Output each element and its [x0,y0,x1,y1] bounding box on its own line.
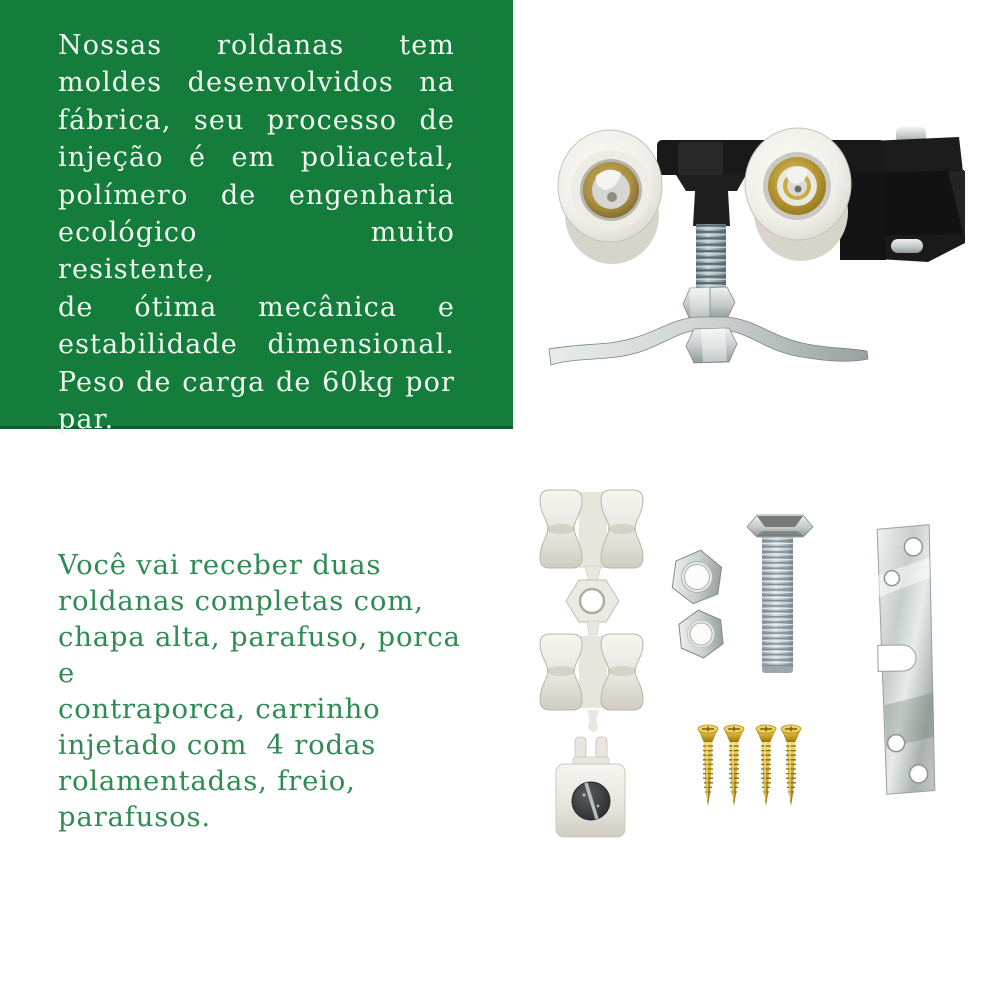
adjuster-nut-bottom [686,328,737,363]
intro-line: Nossas roldanas tem [58,30,455,61]
intro-line: polímero de engenharia [58,179,455,211]
roller-carriage [540,490,643,732]
screw [756,725,776,806]
screw [724,725,744,806]
kit-paragraph [58,547,482,835]
right-wheel [745,128,851,261]
intro-line: Peso de carga de 60kg por [58,366,455,398]
carriage-hole [580,589,604,613]
intro-line: fábrica, seu processo de [58,104,455,136]
hex-nut-large [670,547,723,607]
bolt [747,515,813,673]
threaded-rod [696,224,726,294]
intro-line: moldes desenvolvidos na [58,67,455,99]
intro-line: ecológico muito resistente, [58,217,455,286]
plate-hole [904,538,922,556]
kit-line: injetado com 4 rodas [58,729,377,761]
intro-panel [0,0,513,436]
brake-piece [556,737,625,837]
brake-pin-front [891,239,923,253]
intro-paragraph [58,27,455,438]
screw [781,725,801,806]
intro-line: par. [58,404,115,436]
screw [698,725,718,806]
mounting-screws [698,725,801,806]
kit-line: chapa alta, parafuso, porca e [58,621,471,689]
intro-line: injeção é em poliacetal, [58,142,455,174]
parts-kit-photo [520,465,960,865]
kit-line: Você vai receber duas [58,549,382,581]
kit-line: parafusos. [58,801,211,833]
plate-hole [909,765,927,783]
plate-hole [884,571,899,586]
roller-assembly-photo [530,90,980,400]
intro-line: de ótima mecânica e [58,291,455,323]
kit-line: contraporca, carrinho [58,693,381,725]
left-wheel [558,130,662,264]
metal-plate [876,525,935,795]
kit-line: roldanas completas com, [58,585,424,617]
kit-line: rolamentadas, freio, [58,765,356,797]
plate-hole [888,735,905,752]
hex-nut-small [678,608,725,660]
adjuster-nut-top [683,287,735,320]
carriage-boss [678,142,723,175]
intro-line: estabilidade dimensional. [58,329,455,361]
plate-notch [878,645,916,672]
